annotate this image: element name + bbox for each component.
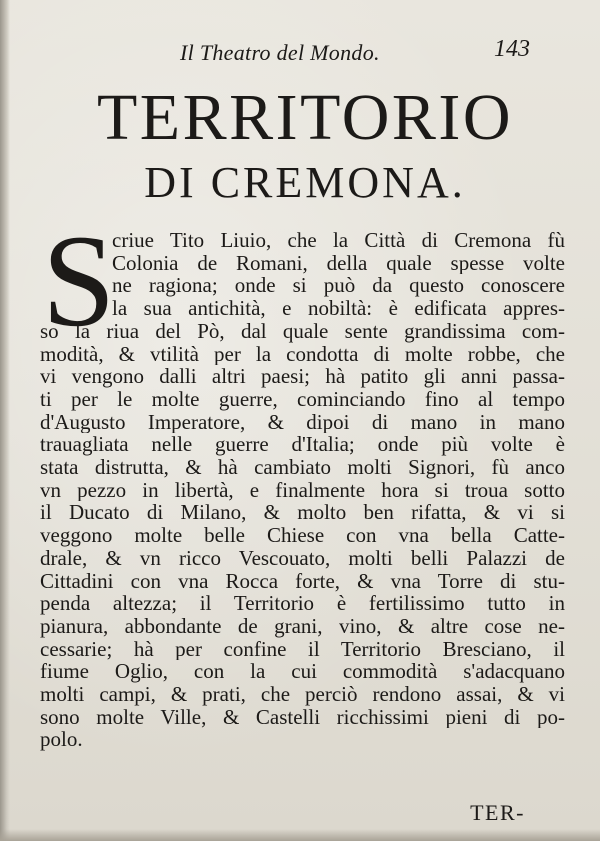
text-line: criue Tito Liuio, che la Città di Cremona fù	[112, 229, 565, 252]
catchword: TER-	[470, 800, 525, 825]
text-line: sono molte Ville, & Castelli ricchissimi pieni di po-	[40, 705, 565, 729]
text-line: Colonia de Romani, della quale spesse volte	[112, 251, 565, 275]
text-line: fiume Oglio, con la cui commodità s'adacquano	[40, 660, 565, 684]
chapter-title-line-2: DI CREMONA.	[144, 158, 466, 207]
text-line: vn pezzo in libertà, e finalmente hora si troua sotto	[40, 478, 565, 502]
text-line: trauagliata nelle guerre d'Italia; onde più volte è	[40, 433, 565, 457]
body-text	[0, 229, 600, 751]
page-bottom-shadow	[0, 829, 600, 841]
text-line: vi vengono dalli altri paesi; hà patito gli anni passa-	[40, 365, 565, 388]
text-line: cessarie; hà per confine il Territorio Bresciano, il	[40, 637, 565, 661]
text-line: stata distrutta, & hà cambiato molti Signori, fù anco	[40, 456, 565, 479]
text-line: penda altezza; il Territorio è fertilissimo tutto in	[40, 592, 565, 615]
text-line: so la riua del Pò, dal quale sente grandissima com-	[40, 319, 565, 343]
text-line: ti per le molte guerre, cominciando fino al tempo	[40, 387, 565, 411]
text-line: la sua antichità, e nobiltà: è edificata appres-	[112, 297, 565, 320]
text-line: modità, & vtilità per la condotta di molte robbe, che	[40, 342, 565, 366]
text-line: d'Augusto Imperatore, & dipoi di mano in mano	[40, 410, 565, 434]
running-title: Il Theatro del Mondo.	[180, 40, 380, 65]
drop-capital: S	[42, 207, 116, 354]
text-line: il Ducato di Milano, & molto ben rifatta, & vi si	[40, 501, 565, 525]
chapter-title-line-1: TERRITORIO	[96, 81, 514, 154]
text-line: ne ragiona; onde si può da questo conoscere	[112, 274, 565, 298]
text-line: drale, & vn ricco Vescouato, molti belli Palazzi de	[40, 546, 565, 570]
text-line: molti campi, & prati, che perciò rendono assai, & vi	[40, 683, 565, 706]
running-head	[150, 36, 530, 70]
text-line: Cittadini con vna Rocca forte, & vna Torre di stu-	[40, 569, 565, 593]
text-line: pianura, abbondante de grani, vino, & altre cose ne-	[40, 614, 565, 638]
page-number: 143	[494, 36, 530, 62]
text-line: polo.	[40, 728, 83, 752]
text-line: veggono molte belle Chiese con vna bella Catte-	[40, 524, 565, 547]
